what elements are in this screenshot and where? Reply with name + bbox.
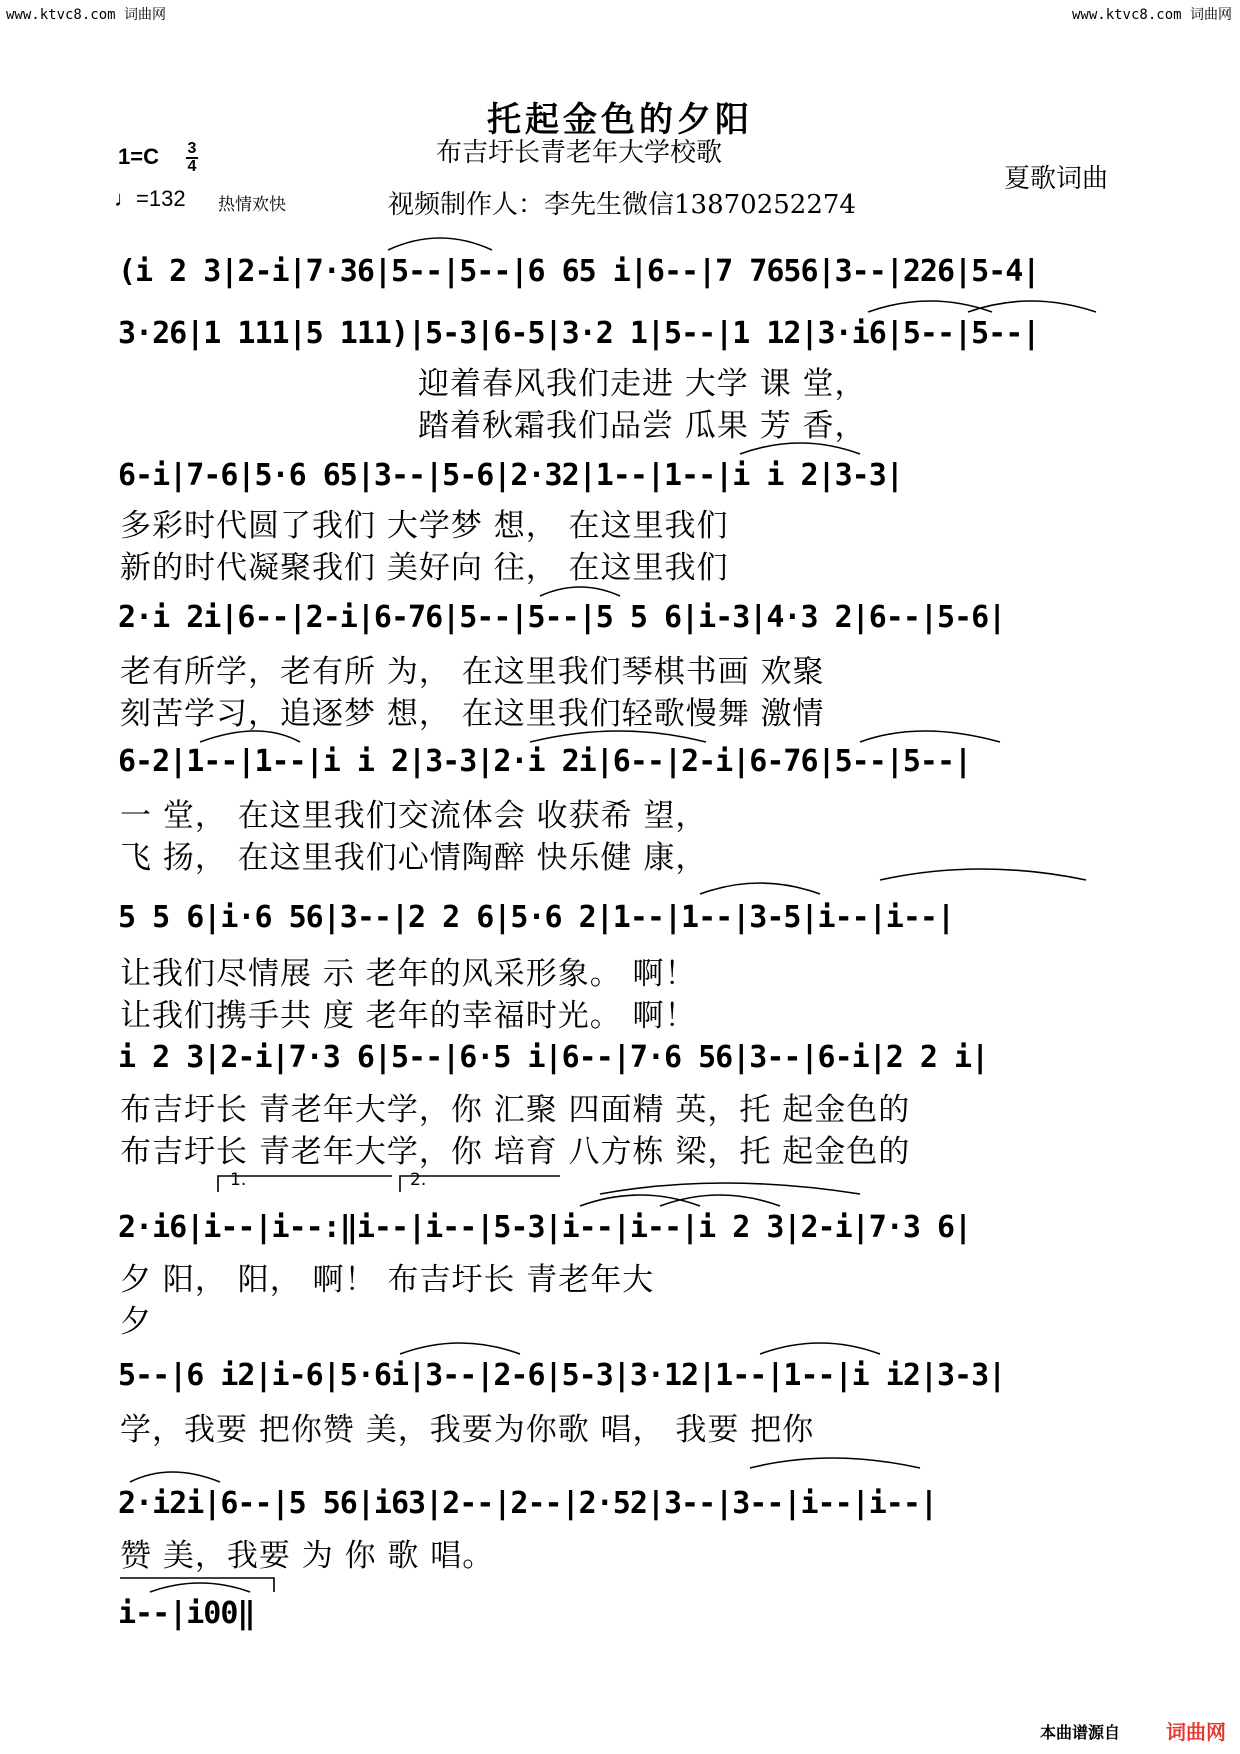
system-3-notes: 6-i|7-6|5·6 65|3--|5-6|2·32|1--|1--|i i 2|3-3| <box>118 458 903 493</box>
time-signature <box>186 141 198 175</box>
volta-1-label: 1. <box>230 1170 247 1190</box>
system-8-lyric-verse-2: 夕 <box>120 1304 152 1340</box>
expression-marking: 热情欢快 <box>218 195 286 215</box>
tie-arc <box>388 238 492 250</box>
system-4-notes: 2·i 2i|6--|2-i|6-76|5--|5--|5 5 6|i-3|4·3 2|6--|5-6| <box>118 600 1006 635</box>
system-5-notes: 6-2|1--|1--|i i 2|3-3|2·i 2i|6--|2-i|6-76|5--|5--| <box>118 744 972 779</box>
system-2-notes: 3·26|1 111|5 111)|5-3|6-5|3·2 1|5--|1 12|3·i6|5--|5--| <box>118 316 1040 351</box>
system-4-lyric-verse-1: 老有所学，老有所 为， 在这里我们琴棋书画 欢聚 <box>120 654 825 690</box>
footer-source-label: 本曲谱源自 <box>1040 1723 1121 1742</box>
system-3-lyric-verse-2: 新的时代凝聚我们 美好向 往， 在这里我们 <box>120 550 729 586</box>
system-6-notes: 5 5 6|i·6 56|3--|2 2 6|5·6 2|1--|1--|3-5|i--|i--| <box>118 900 955 935</box>
tie-arc <box>868 301 992 312</box>
tie-arc <box>130 1472 220 1482</box>
tie-arc <box>700 883 820 894</box>
system-5-lyric-verse-2: 飞 扬， 在这里我们心情陶醉 快乐健 康， <box>120 840 708 876</box>
system-8-notes: 2·i6|i--|i--:‖i--|i--|5-3|i--|i--|i 2 3|2-i|7·3 6| <box>118 1210 972 1245</box>
system-6-lyric-verse-1: 让我们尽情展 示 老年的风采形象。 啊！ <box>120 956 697 992</box>
system-8-lyric-verse-1: 夕 阳， 阳， 啊！ 布吉圩长 青老年大 <box>120 1262 655 1298</box>
footer-brand-logo[interactable]: 词曲网 <box>1166 1720 1226 1744</box>
tempo-marking: ♩=132 <box>114 186 186 211</box>
tie-arc <box>750 1458 920 1468</box>
system-9-lyric: 学，我要 把你赞 美，我要为你歌 唱， 我要 把你 <box>120 1412 815 1448</box>
system-2-lyric-verse-1: 迎着春风我们走进 大学 课 堂， <box>418 366 867 402</box>
header-site-left[interactable]: www.ktvc8.com 词曲网 <box>6 7 167 23</box>
tie-arc <box>660 1195 780 1206</box>
tie-arc <box>600 1183 860 1194</box>
header-site-right[interactable]: www.ktvc8.com 词曲网 <box>1071 7 1232 23</box>
system-7-lyric-verse-2: 布吉圩长 青老年大学，你 培育 八方栋 梁，托 起金色的 <box>120 1134 911 1170</box>
tie-arc <box>860 731 1000 742</box>
ending-bracket <box>120 1578 274 1592</box>
system-10-notes: 2·i2i|6--|5 56|i63|2--|2--|2·52|3--|3--|i--|i--| <box>118 1486 937 1521</box>
tie-arc <box>968 301 1096 312</box>
system-2-lyric-verse-2: 踏着秋霜我们品尝 瓜果 芳 香， <box>418 408 867 444</box>
song-subtitle: 布吉圩长青老年大学校歌 <box>436 138 723 168</box>
tie-arc <box>880 869 1086 880</box>
system-1-notes: (i 2 3|2-i|7·36|5--|5--|6 65 i|6--|7 7656|3--|226|5-4| <box>118 254 1040 289</box>
tie-arc <box>400 1343 520 1354</box>
system-3-lyric-verse-1: 多彩时代圆了我们 大学梦 想， 在这里我们 <box>120 508 729 544</box>
time-signature-bottom: 4 <box>187 158 197 175</box>
system-5-lyric-verse-1: 一 堂， 在这里我们交流体会 收获希 望， <box>120 798 708 834</box>
author-credit: 夏歌词曲 <box>1004 164 1109 194</box>
system-9-notes: 5--|6 i2|i-6|5·6i|3--|2-6|5-3|3·12|1--|1--|i i2|3-3| <box>118 1358 1006 1393</box>
song-title: 托起金色的夕阳 <box>487 100 753 140</box>
tie-arc <box>150 1583 250 1592</box>
time-signature-top: 3 <box>187 140 197 157</box>
key-signature: 1=C <box>118 144 159 169</box>
tie-arc <box>540 587 620 596</box>
system-6-lyric-verse-2: 让我们携手共 度 老年的幸福时光。 啊！ <box>120 998 697 1034</box>
tie-arc <box>760 1343 880 1354</box>
system-7-lyric-verse-1: 布吉圩长 青老年大学，你 汇聚 四面精 英，托 起金色的 <box>120 1092 911 1128</box>
video-credit: 视频制作人：李先生微信13870252274 <box>388 190 856 220</box>
system-10-lyric: 赞 美，我要 为 你 歌 唱。 <box>120 1538 495 1574</box>
system-4-lyric-verse-2: 刻苦学习，追逐梦 想， 在这里我们轻歌慢舞 激情 <box>120 696 825 732</box>
system-11-notes: i--|i00‖ <box>118 1596 255 1631</box>
system-7-notes: i 2 3|2-i|7·3 6|5--|6·5 i|6--|7·6 56|3--|6-i|2 2 i| <box>118 1040 989 1075</box>
tie-arc <box>580 1195 700 1206</box>
volta-2-label: 2. <box>410 1170 427 1190</box>
